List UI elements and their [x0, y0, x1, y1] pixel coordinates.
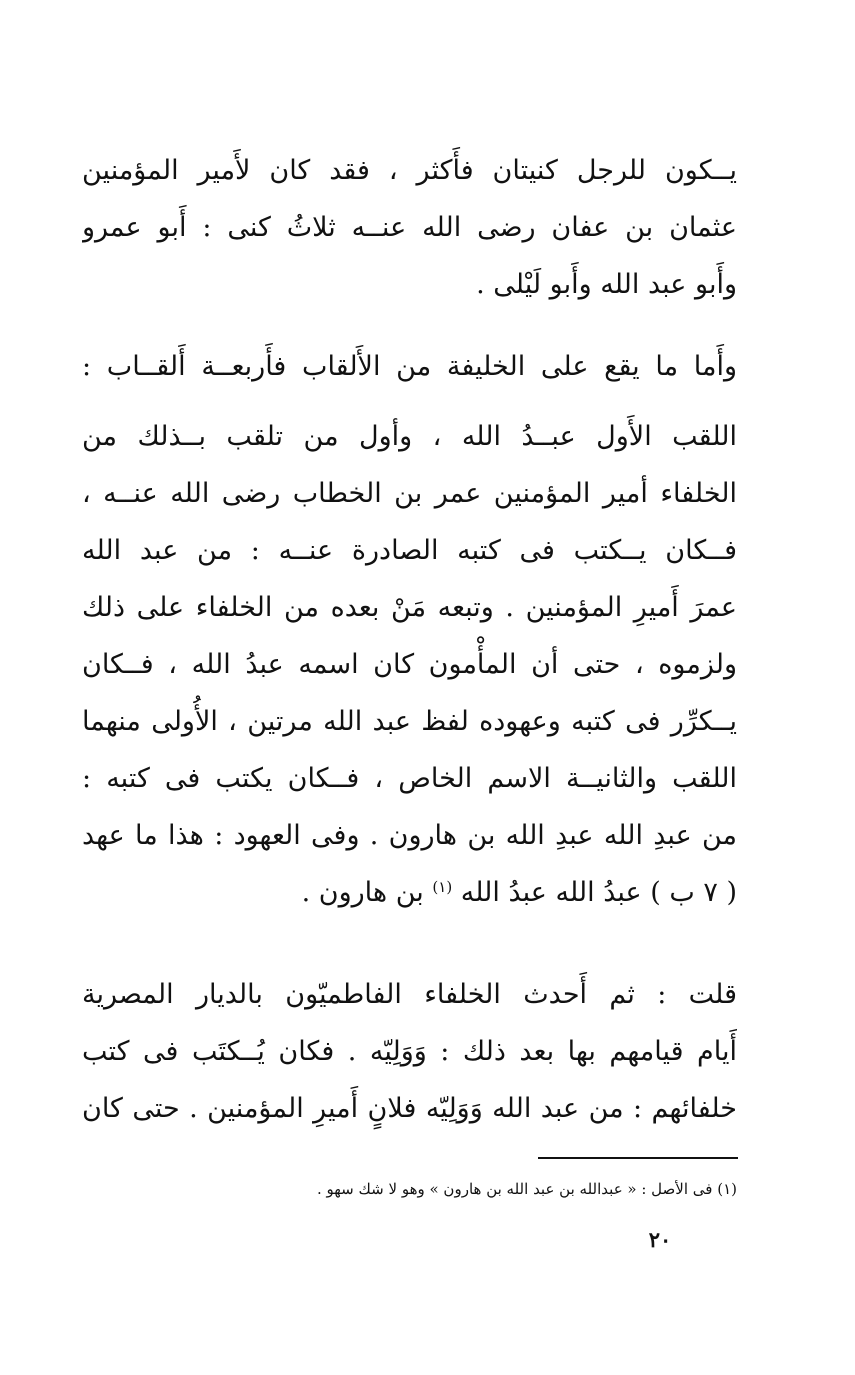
text-line: اللقب الأَول عبــدُ الله ، وأول من تلقب بــذلك من — [82, 421, 737, 452]
text-line: فــكان يــكتب فى كتبه الصادرة عنــه : من عبد الله — [82, 535, 737, 566]
paragraph-fatimid — [82, 966, 737, 1137]
text-line: ولزموه ، حتى أن المأْمون كان اسمه عبدُ الله ، فــكان — [82, 649, 737, 680]
text-line-with-footnote — [82, 864, 737, 921]
paragraph-kunya — [82, 142, 737, 313]
text-line: يــكون للرجل كنيتان فأَكثر ، فقد كان لأَمير المؤمنين — [82, 155, 737, 186]
footnote — [200, 1175, 737, 1203]
text-line: قلت : ثم أَحدث الخلفاء الفاطميّون بالديار المصرية — [82, 979, 737, 1010]
text-line: عمرَ أَميرِ المؤمنين . وتبعه مَنْ بعده من الخلفاء على ذلك — [82, 592, 737, 623]
text-line: اللقب والثانيــة الاسم الخاص ، فــكان يكتب فى كتبه : — [82, 763, 737, 794]
paragraph-titles-intro — [82, 338, 737, 395]
line-text: ( ٧ ب ) عبدُ الله عبدُ الله — [460, 877, 737, 908]
footnote-separator — [538, 1157, 738, 1159]
text-line: خلفائهم : من عبد الله وَوَلِيّه فلانٍ أَميرِ المؤمنين . حتى كان — [82, 1093, 737, 1124]
page-number: ٢٠ — [648, 1227, 672, 1252]
text-line: أَيام قيامهم بها بعد ذلك : وَوَلِيّه . فكان يُــكتَب فى كتب — [82, 1036, 737, 1067]
footnote-marker: (١) — [717, 1180, 737, 1198]
footnote-text: فى الأصل : « عبدالله بن عبد الله بن هارون » وهو لا شك سهو . — [316, 1180, 713, 1198]
line-tail: بن هارون . — [301, 877, 424, 908]
text-line: يــكرِّر فى كتبه وعهوده لفظ عبد الله مرتين ، الأُولى منهما — [82, 706, 737, 737]
text-line: الخلفاء أمير المؤمنين عمر بن الخطاب رضى الله عنــه ، — [82, 478, 737, 509]
text-line: من عبدِ الله عبدِ الله بن هارون . وفى العهود : هذا ما عهد — [82, 820, 737, 851]
text-line: وأَما ما يقع على الخليفة من الأَلقاب فأَربعــة أَلقــاب : — [82, 351, 737, 382]
text-line: عثمان بن عفان رضى الله عنــه ثلاثُ كنى : أَبو عمرو — [82, 212, 737, 243]
footnote-reference: (١) — [432, 878, 453, 896]
text-line: وأَبو عبد الله وأَبو لَيْلى . — [476, 269, 737, 300]
paragraph-first-title — [82, 408, 737, 921]
